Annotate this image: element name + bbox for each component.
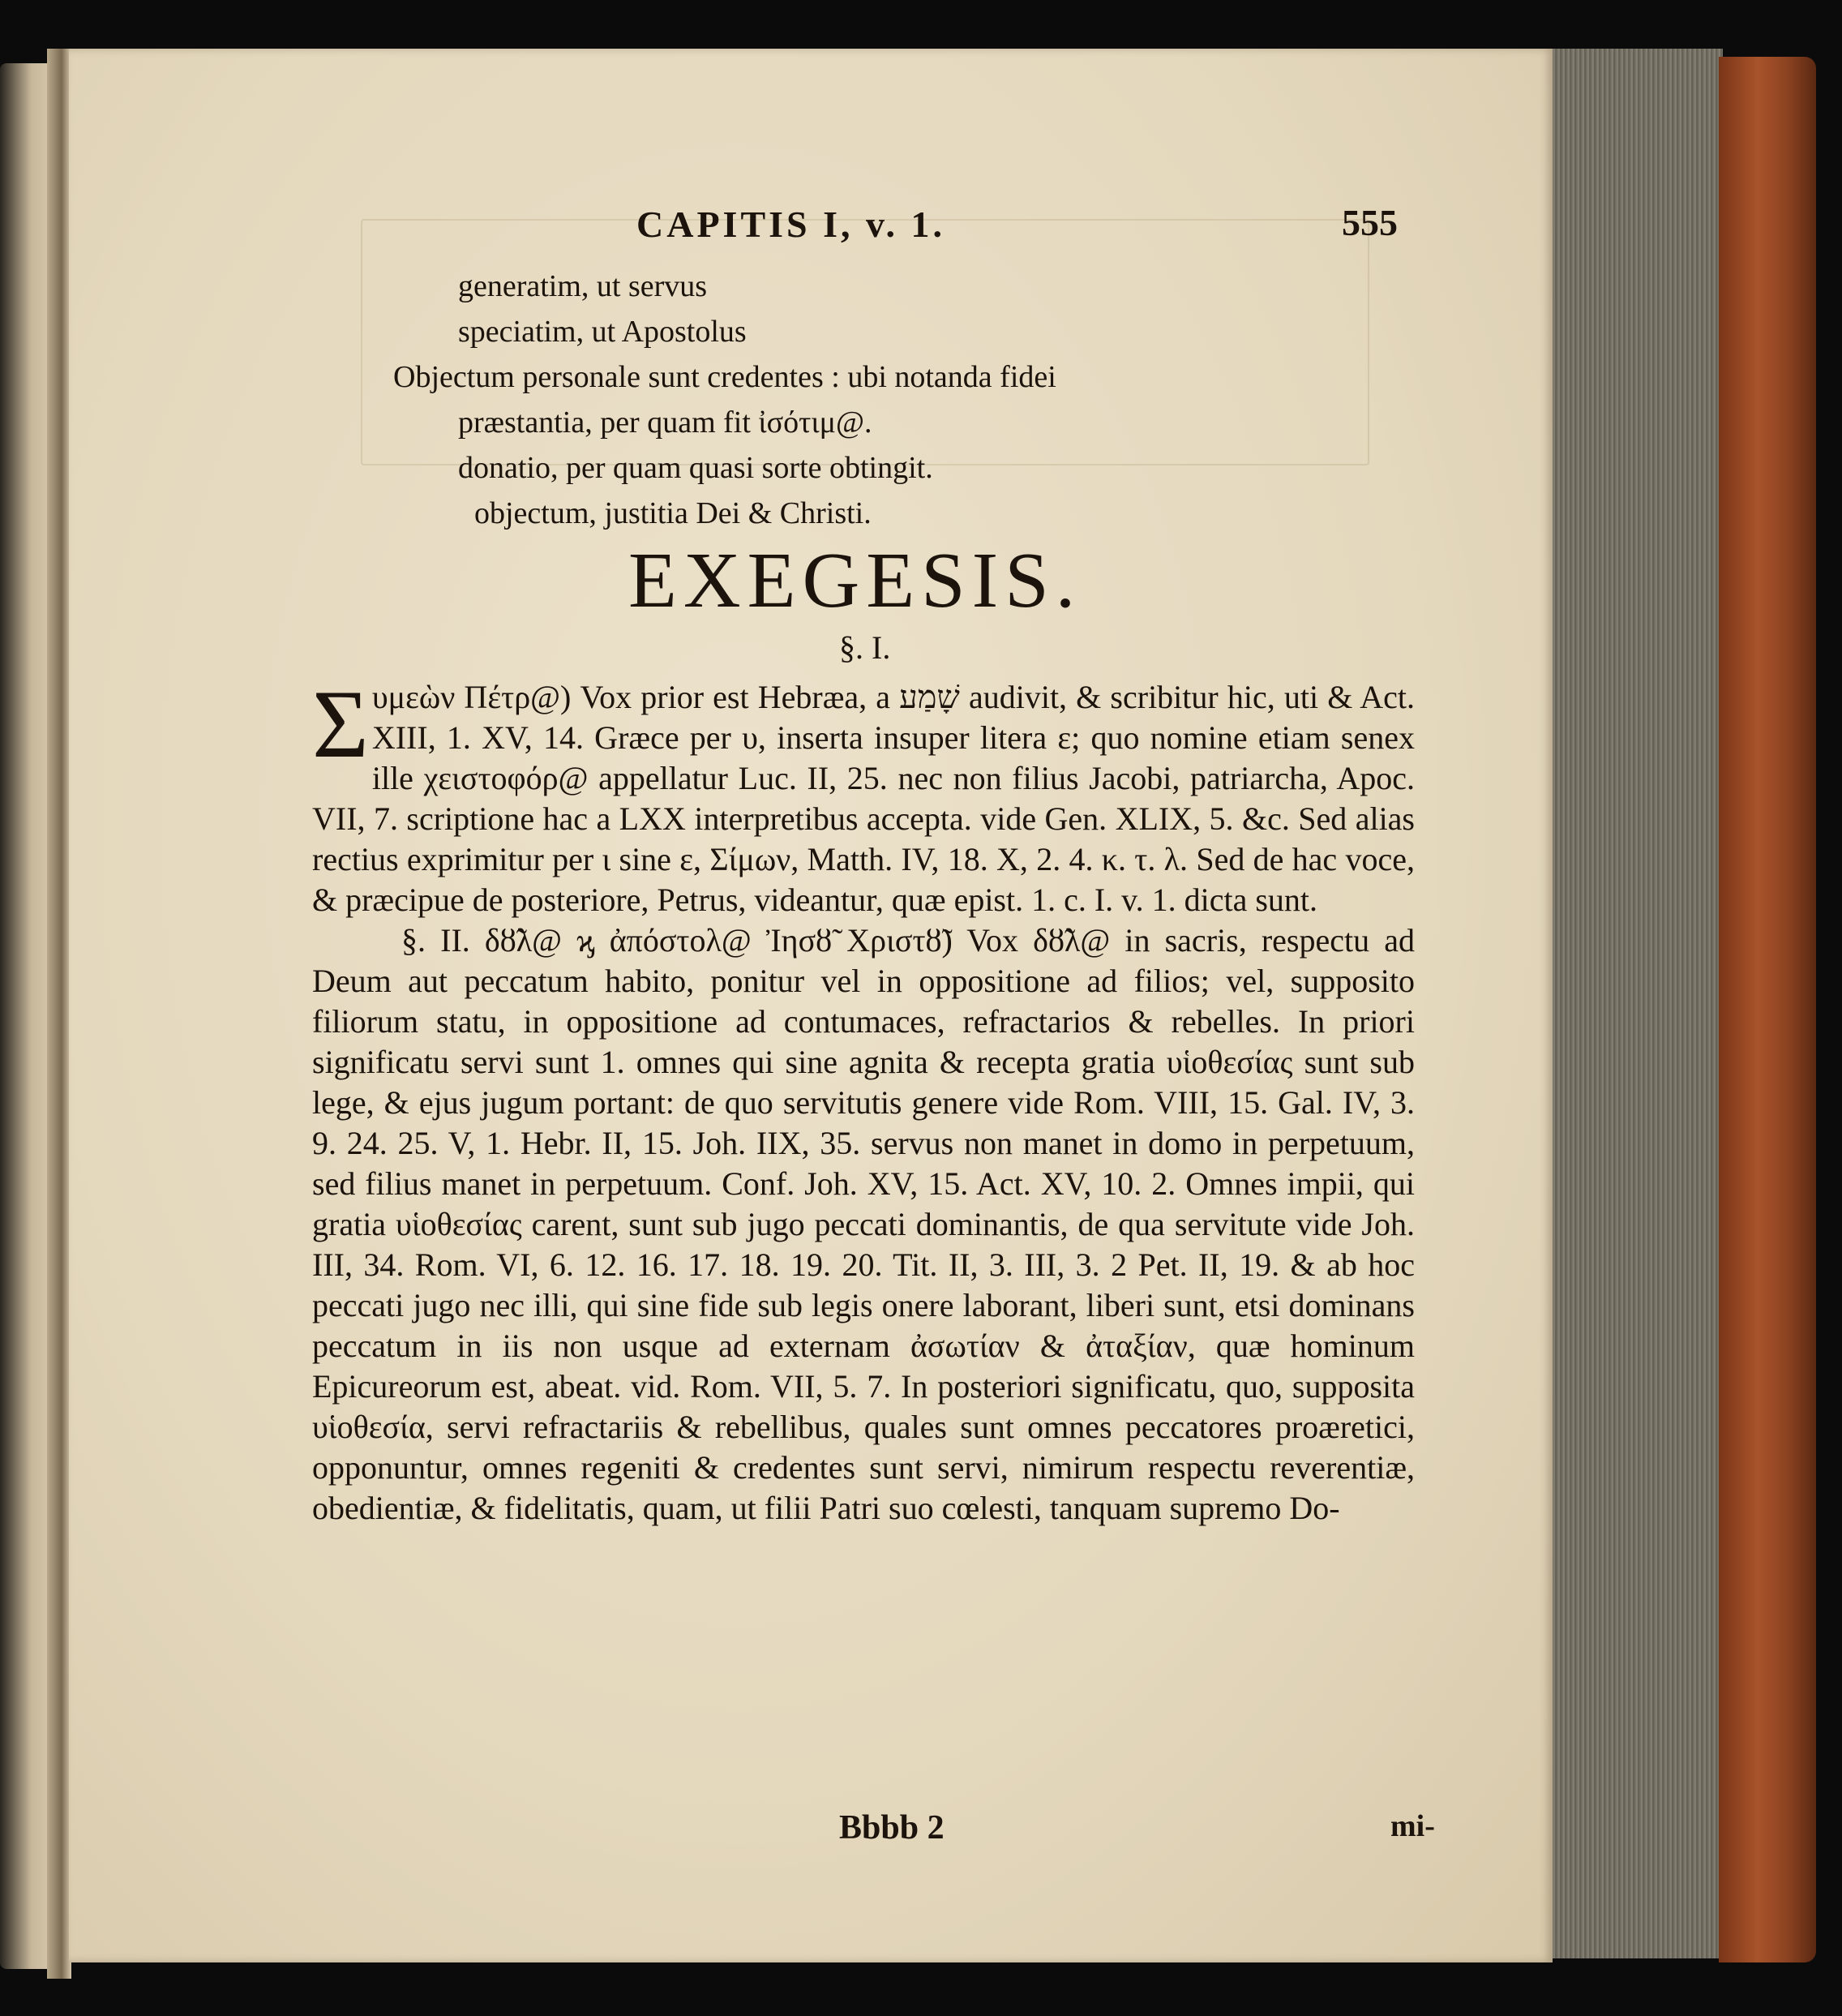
scheme-line: Objectum personale sunt credentes : ubi notanda fidei <box>393 360 1056 394</box>
drop-cap: Σ <box>312 670 369 778</box>
book-gutter <box>47 49 71 1979</box>
paragraph-1 <box>312 670 1415 920</box>
page-number: 555 <box>1342 202 1398 243</box>
section-mark: §. I. <box>839 629 891 666</box>
book-page <box>69 49 1553 1962</box>
running-head: CAPITIS I, v. 1. <box>636 204 945 245</box>
page-text <box>69 49 1553 1962</box>
section-heading: EXEGESIS. <box>628 537 1082 624</box>
scheme-line: speciatim, ut Apostolus <box>458 315 747 349</box>
scheme-line: donatio, per quam quasi sorte obtingit. <box>458 451 933 485</box>
body-text <box>312 670 1415 1529</box>
scheme-line: objectum, justitia Dei & Christi. <box>474 496 872 530</box>
catchword: mi- <box>1390 1809 1435 1843</box>
paragraph-2: §. II. δȣ̃λ@ ϗ ἀπόστολ@ Ἰησȣ̃ Χριστȣ̃) Vox δȣ̃λ@ in sacris, respectu ad Deum aut peccatum habito, ponitur vel in oppositione ad filios; vel, supposito filiorum statu, in oppositione ad contumaces, refractarios & rebelles. In priori significatu servi sunt 1. omnes qui sine agnita & recepta gratia υἱοθεσίας sunt sub lege, & ejus jugum portant: de quo servitutis genere vide Rom. VIII, 15. Gal. IV, 3. 9. 24. 25. V, 1. Hebr. II, 15. Joh. IIX, 35. servus non manet in domo in perpetuum, sed filius manet in perpetuum. Conf. Joh. XV, 15. Act. XV, 10. 2. Omnes impii, qui gratia υἱοθεσίας carent, sunt sub jugo peccati dominantis, de qua servitute vide Joh. III, 34. Rom. VI, 6. 12. 16. 17. 18. 19. 20. Tit. II, 3. III, 3. 2 Pet. II, 19. & ab hoc peccati jugo nec illi, qui sine fide sub legis onere laborant, liberi sunt, etsi dominans peccatum in iis non usque ad externam ἀσωτίαν & ἀταξίαν, quæ hominum Epicureorum est, abeat. vid. Rom. VII, 5. 7. In posteriori significatu, quo, supposita υἱοθεσία, servi refractariis & rebellibus, quales sunt omnes peccatores proæretici, opponuntur, omnes regeniti & credentes sunt servi, nimirum respectu reverentiæ, obedientiæ, & fidelitatis, quam, ut filii Patri suo cœlesti, tanquam supremo Do- <box>312 922 1415 1526</box>
page-fore-edge <box>1553 49 1723 1958</box>
scheme-line: generatim, ut servus <box>458 269 708 303</box>
signature-mark: Bbbb 2 <box>839 1809 945 1847</box>
paragraph-1-text: υμεὼν Πέτρ@) Vox prior est Hebræa, a שָׁמַע audivit, & scribitur hic, uti & Act. XIII, 1. XV, 14. Græce per υ, inserta insuper litera ε; quo nomine etiam senex ille χειστοφόρ@ appellatur Luc. II, 25. nec non filius Jacobi, patriarcha, Apoc. VII, 7. scriptione hac a LXX interpretibus accepta. vide Gen. XLIX, 5. &c. Sed alias rectius exprimitur per ι sine ε, Σίμων, Matth. IV, 18. X, 2. 4. κ. τ. λ. Sed de hac voce, & præcipue de posteriore, Petrus, videantur, quæ epist. 1. c. I. v. 1. dicta sunt. <box>312 679 1415 918</box>
leather-cover <box>1719 57 1816 1962</box>
scheme-line: præstantia, per quam fit ἰσότιμ@. <box>458 405 872 440</box>
scheme-block <box>393 264 1056 536</box>
